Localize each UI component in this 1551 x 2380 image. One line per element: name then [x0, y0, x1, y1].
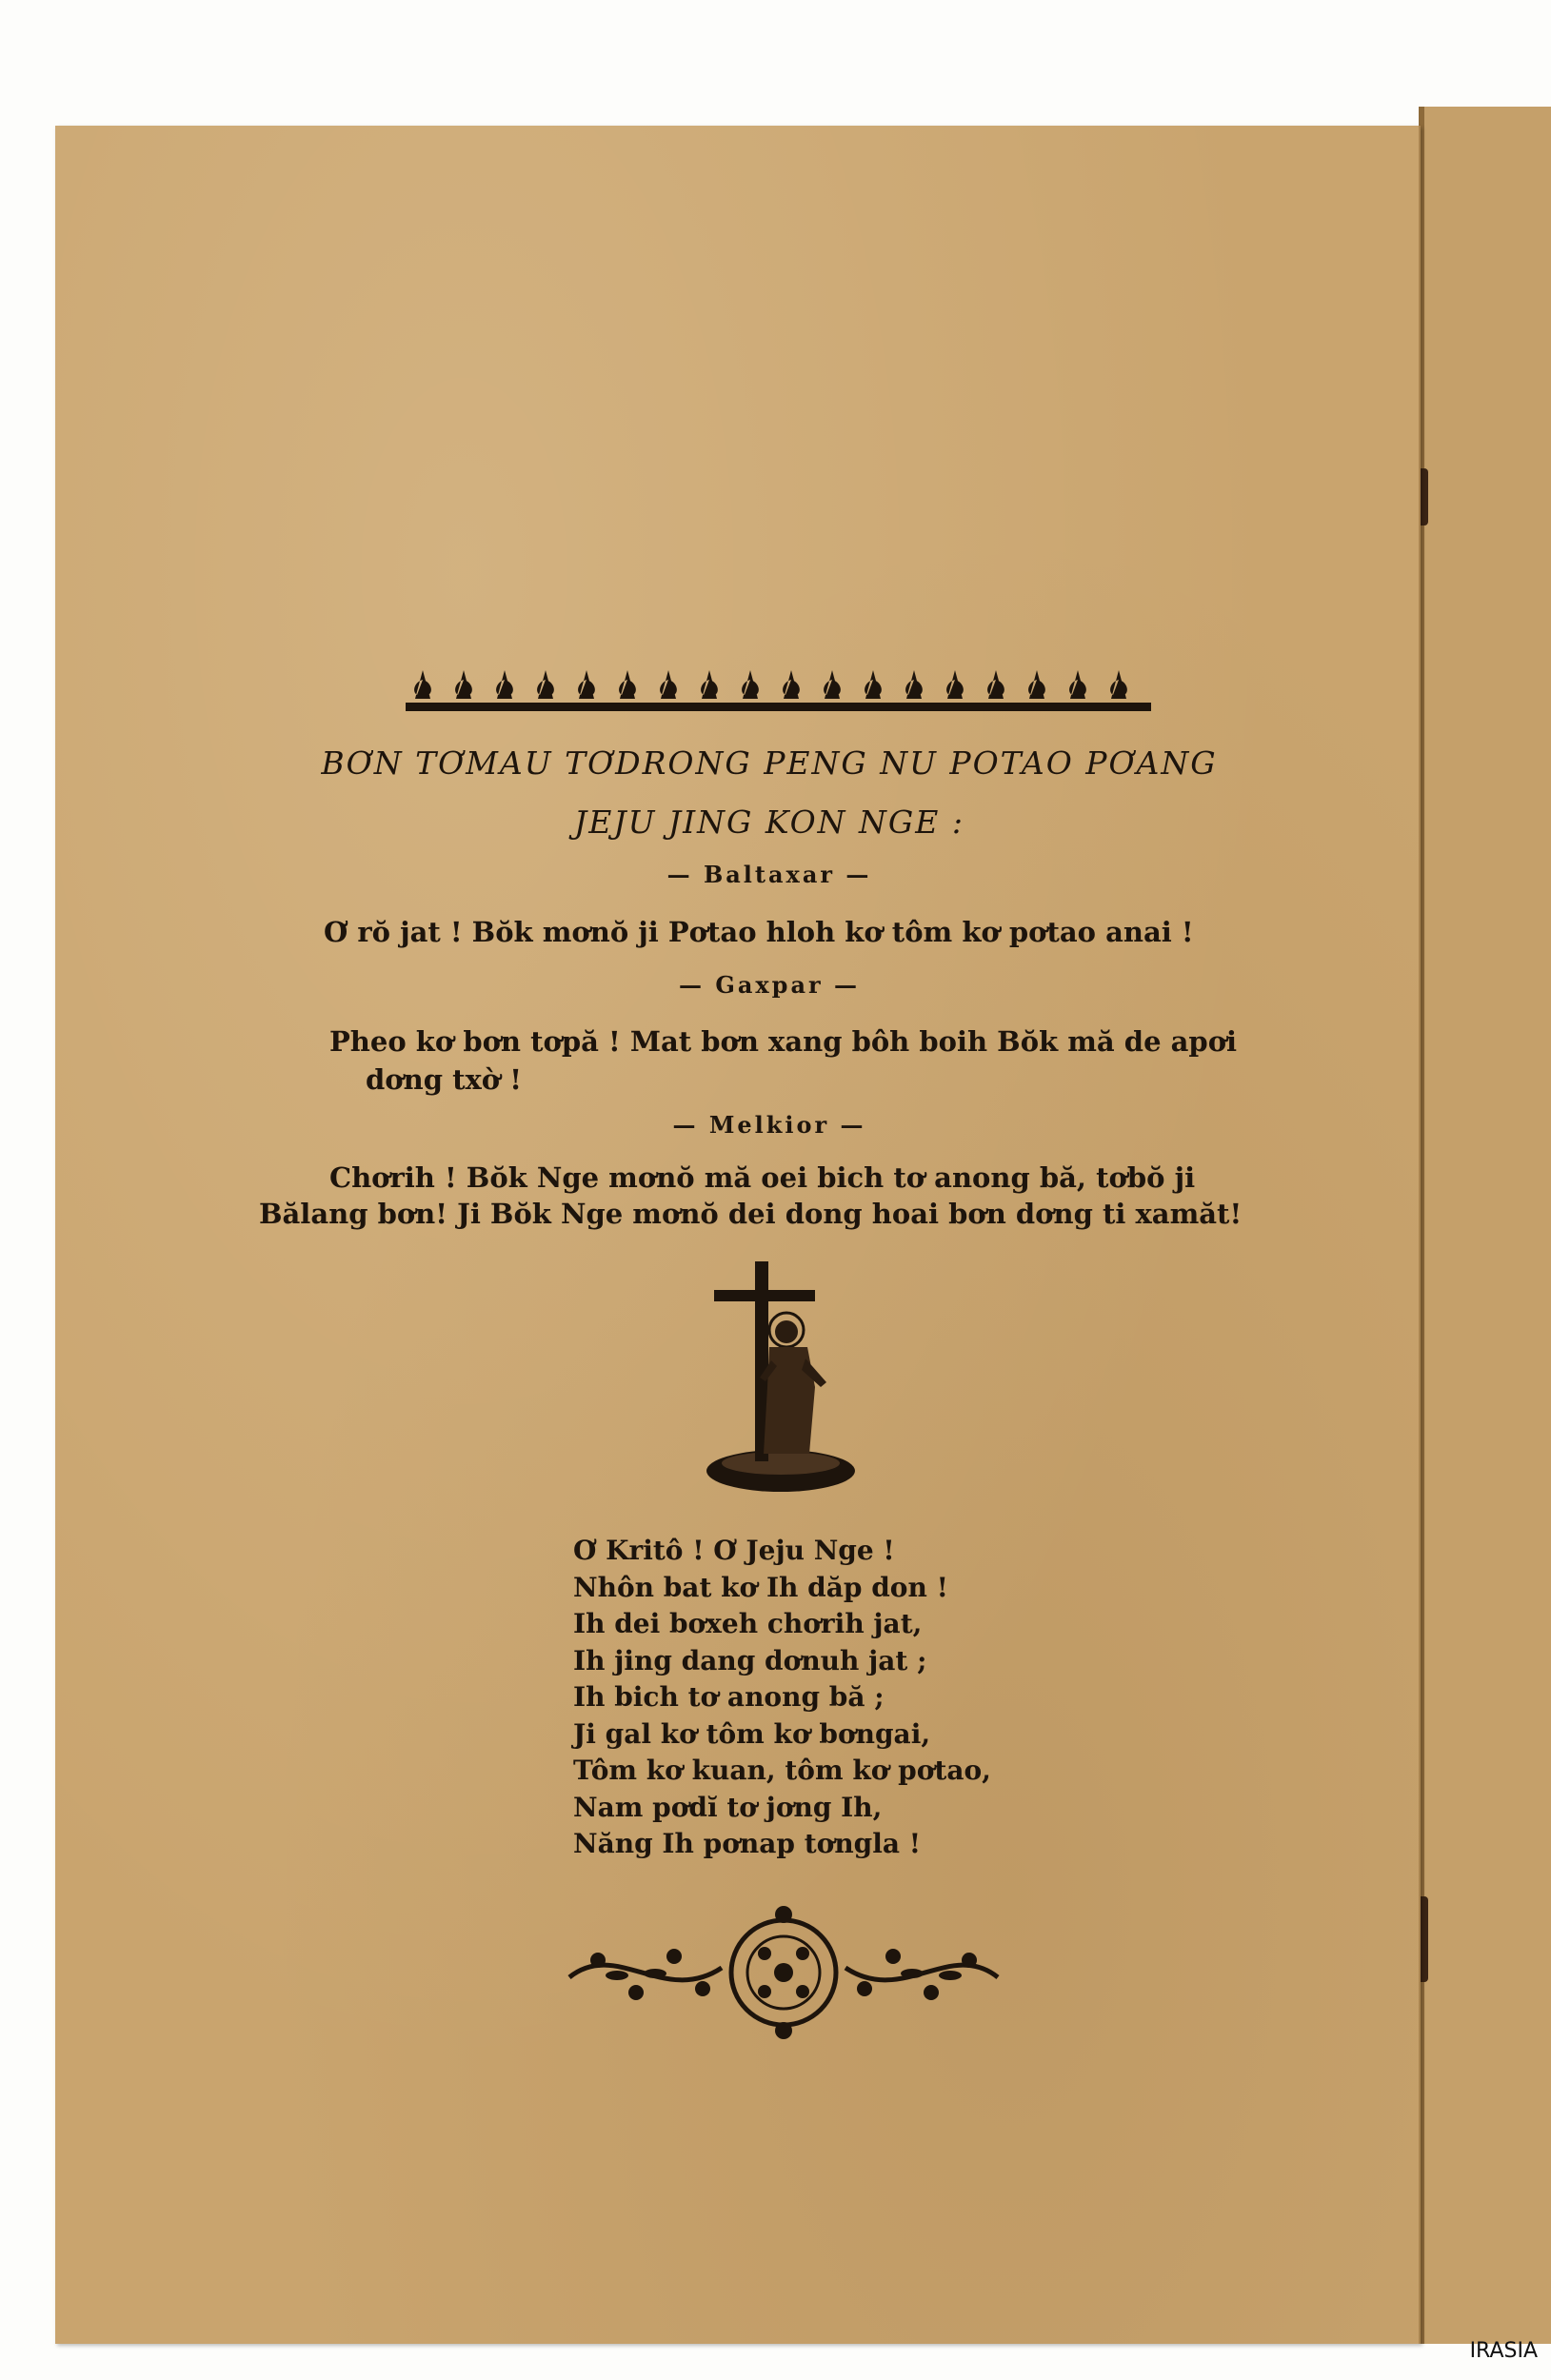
watermark: IRASIA	[1469, 2339, 1538, 2363]
dialogue-line: Chơrih ! Bŏk Nge mơnŏ mă oei bich tơ anong bă, tơbŏ ji	[329, 1161, 1196, 1194]
poem-line: Nhôn bat kơ Ih dăp don !	[573, 1571, 948, 1603]
poem	[573, 1533, 991, 1863]
title-line-2: JEJU JING KON NGE :	[574, 803, 964, 841]
fleur-mark	[578, 670, 595, 699]
fleur-mark	[905, 670, 923, 699]
poem-line: Ơ Kritô ! Ơ Jeju Nge !	[573, 1535, 895, 1566]
fleur-mark	[946, 670, 964, 699]
dialogue-line: Bălang bơn! Ji Bŏk Nge mơnŏ dei dong hoai bơn dơng ti xamăt!	[259, 1198, 1243, 1230]
poem-line: Nam pơdĭ tơ jơng Ih,	[573, 1791, 883, 1823]
fleur-mark	[783, 670, 800, 699]
dialogue-line: dơng txờ !	[366, 1063, 522, 1096]
title-line-1: BƠN TƠMAU TƠDRONG PENG NU POTAO PƠANG	[321, 744, 1218, 782]
poem-line: Ih bich tơ anong bă ;	[573, 1681, 885, 1713]
fleur-mark	[496, 670, 513, 699]
fleur-mark	[660, 670, 677, 699]
fleur-mark	[865, 670, 882, 699]
fleur-mark	[619, 670, 636, 699]
fleur-mark	[1110, 670, 1127, 699]
fleur-mark	[1028, 670, 1045, 699]
fleur-mark	[455, 670, 472, 699]
fleur-mark	[537, 670, 554, 699]
fleur-mark	[1069, 670, 1086, 699]
poem-line: Ji gal kơ tôm kơ bơngai,	[573, 1717, 931, 1750]
fleur-mark	[414, 670, 431, 699]
fleur-ornament-icon	[406, 661, 1151, 713]
poem-line: Ih dei bơxeh chơrih jat,	[573, 1608, 923, 1639]
document-page	[55, 126, 1421, 2344]
speaker-melkior: — Melkior —	[672, 1111, 866, 1139]
speaker-baltaxar: — Baltaxar —	[666, 861, 872, 888]
poem-line: Tôm kơ kuan, tôm kơ pơtao,	[573, 1755, 991, 1786]
fleur-mark	[824, 670, 841, 699]
dialogue-line: Ơ rŏ jat ! Bŏk mơnŏ ji Pơtao hloh kơ tôm kơ pơtao anai !	[324, 916, 1194, 948]
adjacent-page	[1419, 107, 1551, 2344]
floral-vignette-icon	[560, 1901, 1007, 2044]
fleur-mark	[987, 670, 1004, 699]
poem-line: Ih jing dang dơnuh jat ;	[573, 1644, 927, 1676]
poem-line: Năng Ih pơnap tơngla !	[573, 1828, 922, 1859]
child-jesus-with-cross-icon	[703, 1254, 865, 1501]
fleur-mark	[701, 670, 718, 699]
speaker-gaxpar: — Gaxpar —	[678, 971, 861, 999]
fleur-mark	[742, 670, 759, 699]
dialogue-line: Pheo kơ bơn tơpă ! Mat bơn xang bôh boih Bŏk mă de apơi	[329, 1025, 1238, 1058]
